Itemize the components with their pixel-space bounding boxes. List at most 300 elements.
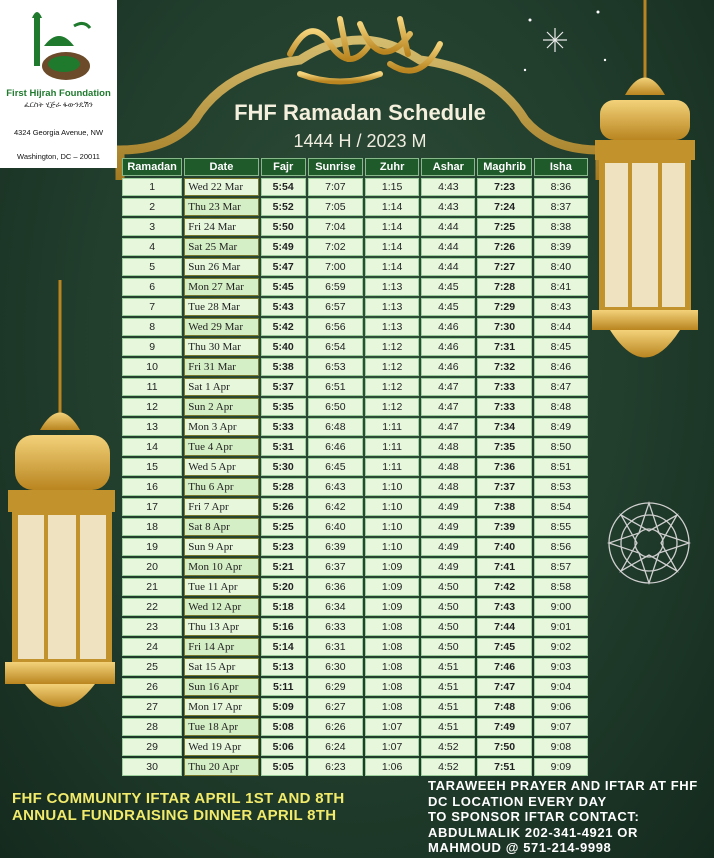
ashar-cell: 4:51 — [421, 658, 475, 676]
ramadan-day-cell: 19 — [122, 538, 182, 556]
maghrib-cell: 7:43 — [477, 598, 531, 616]
sunrise-cell: 6:29 — [308, 678, 363, 696]
ashar-cell: 4:44 — [421, 238, 475, 256]
ramadan-day-cell: 28 — [122, 718, 182, 736]
maghrib-cell: 7:37 — [477, 478, 531, 496]
ramadan-day-cell: 2 — [122, 198, 182, 216]
isha-cell: 8:39 — [534, 238, 588, 256]
ramadan-day-cell: 24 — [122, 638, 182, 656]
date-cell: Fri 31 Mar — [184, 358, 258, 376]
date-cell: Tue 28 Mar — [184, 298, 258, 316]
sponsor-contact-note — [428, 778, 710, 856]
date-cell: Tue 18 Apr — [184, 718, 258, 736]
date-cell: Sat 8 Apr — [184, 518, 258, 536]
table-header-row — [122, 158, 588, 176]
maghrib-cell: 7:24 — [477, 198, 531, 216]
zuhr-cell: 1:11 — [365, 438, 419, 456]
fajr-cell: 5:21 — [261, 558, 306, 576]
table-row — [122, 738, 588, 756]
maghrib-cell: 7:34 — [477, 418, 531, 436]
sunrise-cell: 7:04 — [308, 218, 363, 236]
ramadan-day-cell: 6 — [122, 278, 182, 296]
isha-cell: 8:56 — [534, 538, 588, 556]
isha-cell: 8:46 — [534, 358, 588, 376]
table-row — [122, 238, 588, 256]
fajr-cell: 5:28 — [261, 478, 306, 496]
fajr-cell: 5:08 — [261, 718, 306, 736]
ramadan-day-cell: 7 — [122, 298, 182, 316]
ashar-cell: 4:51 — [421, 678, 475, 696]
header-date: Date — [184, 158, 258, 176]
contact-abdulmalik-line: ABDULMALIK 202-341-4921 OR — [428, 824, 638, 840]
ashar-cell: 4:48 — [421, 438, 475, 456]
fajr-cell: 5:35 — [261, 398, 306, 416]
ramadan-calligraphy-icon — [270, 4, 450, 94]
maghrib-cell: 7:48 — [477, 698, 531, 716]
date-cell: Fri 14 Apr — [184, 638, 258, 656]
ramadan-day-cell: 23 — [122, 618, 182, 636]
ramadan-day-cell: 3 — [122, 218, 182, 236]
date-cell: Sun 26 Mar — [184, 258, 258, 276]
zuhr-cell: 1:10 — [365, 498, 419, 516]
sunrise-cell: 6:31 — [308, 638, 363, 656]
fajr-cell: 5:54 — [261, 178, 306, 196]
ashar-cell: 4:51 — [421, 718, 475, 736]
sunrise-cell: 6:33 — [308, 618, 363, 636]
zuhr-cell: 1:14 — [365, 258, 419, 276]
table-row — [122, 258, 588, 276]
date-cell: Thu 23 Mar — [184, 198, 258, 216]
zuhr-cell: 1:10 — [365, 518, 419, 536]
ramadan-day-cell: 20 — [122, 558, 182, 576]
maghrib-cell: 7:38 — [477, 498, 531, 516]
table-row — [122, 478, 588, 496]
ramadan-day-cell: 9 — [122, 338, 182, 356]
fajr-cell: 5:18 — [261, 598, 306, 616]
maghrib-cell: 7:32 — [477, 358, 531, 376]
sunrise-cell: 6:57 — [308, 298, 363, 316]
ashar-cell: 4:50 — [421, 638, 475, 656]
ramadan-day-cell: 17 — [122, 498, 182, 516]
date-cell: Sun 9 Apr — [184, 538, 258, 556]
isha-cell: 8:53 — [534, 478, 588, 496]
maghrib-cell: 7:29 — [477, 298, 531, 316]
ashar-cell: 4:47 — [421, 378, 475, 396]
maghrib-cell: 7:40 — [477, 538, 531, 556]
page-subtitle: 1444 H / 2023 M — [293, 131, 427, 151]
sunrise-cell: 6:36 — [308, 578, 363, 596]
table-row — [122, 598, 588, 616]
header-sunrise: Sunrise — [308, 158, 363, 176]
foundation-name: First Hijrah Foundation — [6, 88, 111, 99]
fajr-cell: 5:11 — [261, 678, 306, 696]
date-cell: Mon 10 Apr — [184, 558, 258, 576]
header-isha: Isha — [534, 158, 588, 176]
header-maghrib: Maghrib — [477, 158, 531, 176]
fajr-cell: 5:52 — [261, 198, 306, 216]
isha-cell: 9:00 — [534, 598, 588, 616]
date-cell: Thu 30 Mar — [184, 338, 258, 356]
maghrib-cell: 7:50 — [477, 738, 531, 756]
table-row — [122, 178, 588, 196]
mosque-logo-icon — [24, 6, 94, 86]
ashar-cell: 4:47 — [421, 418, 475, 436]
ashar-cell: 4:43 — [421, 198, 475, 216]
zuhr-cell: 1:08 — [365, 638, 419, 656]
date-cell: Thu 13 Apr — [184, 618, 258, 636]
date-cell: Mon 27 Mar — [184, 278, 258, 296]
ramadan-day-cell: 1 — [122, 178, 182, 196]
table-row — [122, 198, 588, 216]
address-line-2: Washington, DC – 20011 — [17, 152, 100, 161]
date-cell: Wed 12 Apr — [184, 598, 258, 616]
table-row — [122, 538, 588, 556]
isha-cell: 8:40 — [534, 258, 588, 276]
foundation-name-amharic: ፈርስት ሂጅራ ፋውንዴሽን — [24, 100, 93, 109]
maghrib-cell: 7:25 — [477, 218, 531, 236]
fajr-cell: 5:49 — [261, 238, 306, 256]
isha-cell: 9:03 — [534, 658, 588, 676]
sponsor-line: TO SPONSOR IFTAR CONTACT: — [428, 809, 640, 824]
community-events-note — [12, 790, 422, 824]
table-row — [122, 278, 588, 296]
ashar-cell: 4:45 — [421, 298, 475, 316]
zuhr-cell: 1:06 — [365, 758, 419, 776]
isha-cell: 8:44 — [534, 318, 588, 336]
zuhr-cell: 1:10 — [365, 478, 419, 496]
isha-cell: 8:37 — [534, 198, 588, 216]
ramadan-day-cell: 8 — [122, 318, 182, 336]
date-cell: Fri 24 Mar — [184, 218, 258, 236]
zuhr-cell: 1:11 — [365, 418, 419, 436]
date-cell: Mon 3 Apr — [184, 418, 258, 436]
isha-cell: 9:04 — [534, 678, 588, 696]
date-cell: Thu 20 Apr — [184, 758, 258, 776]
isha-cell: 8:47 — [534, 378, 588, 396]
date-cell: Sun 2 Apr — [184, 398, 258, 416]
ramadan-day-cell: 4 — [122, 238, 182, 256]
maghrib-cell: 7:44 — [477, 618, 531, 636]
date-cell: Wed 19 Apr — [184, 738, 258, 756]
ramadan-day-cell: 16 — [122, 478, 182, 496]
isha-cell: 8:48 — [534, 398, 588, 416]
ramadan-day-cell: 27 — [122, 698, 182, 716]
table-row — [122, 518, 588, 536]
ashar-cell: 4:50 — [421, 578, 475, 596]
zuhr-cell: 1:14 — [365, 198, 419, 216]
date-cell: Sun 16 Apr — [184, 678, 258, 696]
sunrise-cell: 6:39 — [308, 538, 363, 556]
ashar-cell: 4:49 — [421, 558, 475, 576]
fajr-cell: 5:47 — [261, 258, 306, 276]
ramadan-day-cell: 13 — [122, 418, 182, 436]
fajr-cell: 5:40 — [261, 338, 306, 356]
header-ramadan: Ramadan — [122, 158, 182, 176]
sunrise-cell: 6:59 — [308, 278, 363, 296]
table-row — [122, 658, 588, 676]
header-zuhr: Zuhr — [365, 158, 419, 176]
header-ashar: Ashar — [421, 158, 475, 176]
date-cell: Sat 25 Mar — [184, 238, 258, 256]
ramadan-day-cell: 25 — [122, 658, 182, 676]
table-row — [122, 418, 588, 436]
table-row — [122, 498, 588, 516]
ramadan-day-cell: 10 — [122, 358, 182, 376]
fajr-cell: 5:26 — [261, 498, 306, 516]
table-row — [122, 358, 588, 376]
date-cell: Wed 5 Apr — [184, 458, 258, 476]
table-row — [122, 758, 588, 776]
zuhr-cell: 1:08 — [365, 698, 419, 716]
table-row — [122, 698, 588, 716]
maghrib-cell: 7:35 — [477, 438, 531, 456]
ashar-cell: 4:50 — [421, 618, 475, 636]
isha-cell: 9:06 — [534, 698, 588, 716]
zuhr-cell: 1:13 — [365, 318, 419, 336]
isha-cell: 8:55 — [534, 518, 588, 536]
table-row — [122, 218, 588, 236]
location-line: DC LOCATION EVERY DAY — [428, 793, 607, 809]
ashar-cell: 4:46 — [421, 318, 475, 336]
date-cell: Thu 6 Apr — [184, 478, 258, 496]
ramadan-day-cell: 5 — [122, 258, 182, 276]
fajr-cell: 5:31 — [261, 438, 306, 456]
sunrise-cell: 6:26 — [308, 718, 363, 736]
zuhr-cell: 1:08 — [365, 678, 419, 696]
sunrise-cell: 6:37 — [308, 558, 363, 576]
sunrise-cell: 6:56 — [308, 318, 363, 336]
zuhr-cell: 1:09 — [365, 598, 419, 616]
zuhr-cell: 1:07 — [365, 738, 419, 756]
ashar-cell: 4:49 — [421, 498, 475, 516]
contact-mahmoud-line: MAHMOUD @ 571-214-9998 — [428, 840, 612, 855]
fajr-cell: 5:06 — [261, 738, 306, 756]
zuhr-cell: 1:07 — [365, 718, 419, 736]
taraweeh-line: TARAWEEH PRAYER AND IFTAR AT FHF — [428, 778, 698, 793]
ashar-cell: 4:45 — [421, 278, 475, 296]
date-cell: Tue 4 Apr — [184, 438, 258, 456]
isha-cell: 8:38 — [534, 218, 588, 236]
zuhr-cell: 1:08 — [365, 618, 419, 636]
zuhr-cell: 1:10 — [365, 538, 419, 556]
sunrise-cell: 6:48 — [308, 418, 363, 436]
sunrise-cell: 6:30 — [308, 658, 363, 676]
ashar-cell: 4:47 — [421, 398, 475, 416]
fajr-cell: 5:43 — [261, 298, 306, 316]
address-line-1: 4324 Georgia Avenue, NW — [13, 128, 104, 137]
ramadan-day-cell: 26 — [122, 678, 182, 696]
ashar-cell: 4:46 — [421, 358, 475, 376]
ashar-cell: 4:52 — [421, 758, 475, 776]
isha-cell: 8:43 — [534, 298, 588, 316]
date-cell: Tue 11 Apr — [184, 578, 258, 596]
isha-cell: 8:45 — [534, 338, 588, 356]
isha-cell: 8:41 — [534, 278, 588, 296]
ashar-cell: 4:44 — [421, 258, 475, 276]
mandala-icon — [603, 497, 695, 589]
isha-cell: 9:07 — [534, 718, 588, 736]
ashar-cell: 4:49 — [421, 538, 475, 556]
fajr-cell: 5:16 — [261, 618, 306, 636]
fundraising-line: ANNUAL FUNDRAISING DINNER APRIL 8TH — [12, 807, 337, 824]
zuhr-cell: 1:09 — [365, 578, 419, 596]
iftar-dates-line: FHF COMMUNITY IFTAR APRIL 1ST AND 8TH — [12, 790, 345, 807]
maghrib-cell: 7:26 — [477, 238, 531, 256]
zuhr-cell: 1:14 — [365, 218, 419, 236]
maghrib-cell: 7:30 — [477, 318, 531, 336]
fajr-cell: 5:30 — [261, 458, 306, 476]
table-row — [122, 298, 588, 316]
ashar-cell: 4:44 — [421, 218, 475, 236]
table-row — [122, 678, 588, 696]
sunrise-cell: 6:40 — [308, 518, 363, 536]
sunrise-cell: 6:42 — [308, 498, 363, 516]
fajr-cell: 5:37 — [261, 378, 306, 396]
fajr-cell: 5:23 — [261, 538, 306, 556]
fajr-cell: 5:50 — [261, 218, 306, 236]
sunrise-cell: 6:50 — [308, 398, 363, 416]
maghrib-cell: 7:47 — [477, 678, 531, 696]
maghrib-cell: 7:31 — [477, 338, 531, 356]
schedule-body — [122, 178, 588, 776]
ramadan-day-cell: 11 — [122, 378, 182, 396]
maghrib-cell: 7:49 — [477, 718, 531, 736]
zuhr-cell: 1:14 — [365, 238, 419, 256]
ashar-cell: 4:48 — [421, 458, 475, 476]
zuhr-cell: 1:12 — [365, 398, 419, 416]
ashar-cell: 4:51 — [421, 698, 475, 716]
maghrib-cell: 7:28 — [477, 278, 531, 296]
table-row — [122, 398, 588, 416]
date-cell: Wed 29 Mar — [184, 318, 258, 336]
zuhr-cell: 1:12 — [365, 378, 419, 396]
date-cell: Fri 7 Apr — [184, 498, 258, 516]
lantern-icon — [0, 280, 115, 730]
ramadan-day-cell: 12 — [122, 398, 182, 416]
sunrise-cell: 7:05 — [308, 198, 363, 216]
maghrib-cell: 7:36 — [477, 458, 531, 476]
ramadan-day-cell: 14 — [122, 438, 182, 456]
sunrise-cell: 6:53 — [308, 358, 363, 376]
table-row — [122, 458, 588, 476]
fajr-cell: 5:25 — [261, 518, 306, 536]
ashar-cell: 4:46 — [421, 338, 475, 356]
ramadan-day-cell: 15 — [122, 458, 182, 476]
ashar-cell: 4:49 — [421, 518, 475, 536]
isha-cell: 9:02 — [534, 638, 588, 656]
ramadan-day-cell: 21 — [122, 578, 182, 596]
ashar-cell: 4:48 — [421, 478, 475, 496]
maghrib-cell: 7:33 — [477, 398, 531, 416]
ramadan-day-cell: 29 — [122, 738, 182, 756]
isha-cell: 8:57 — [534, 558, 588, 576]
maghrib-cell: 7:33 — [477, 378, 531, 396]
table-row — [122, 438, 588, 456]
maghrib-cell: 7:45 — [477, 638, 531, 656]
fajr-cell: 5:38 — [261, 358, 306, 376]
date-cell: Sat 1 Apr — [184, 378, 258, 396]
maghrib-cell: 7:39 — [477, 518, 531, 536]
isha-cell: 8:54 — [534, 498, 588, 516]
zuhr-cell: 1:12 — [365, 358, 419, 376]
table-row — [122, 558, 588, 576]
date-cell: Sat 15 Apr — [184, 658, 258, 676]
sunrise-cell: 6:24 — [308, 738, 363, 756]
fajr-cell: 5:14 — [261, 638, 306, 656]
fajr-cell: 5:33 — [261, 418, 306, 436]
isha-cell: 8:36 — [534, 178, 588, 196]
foundation-logo-block — [0, 0, 117, 168]
date-cell: Mon 17 Apr — [184, 698, 258, 716]
maghrib-cell: 7:51 — [477, 758, 531, 776]
isha-cell: 8:51 — [534, 458, 588, 476]
isha-cell: 8:50 — [534, 438, 588, 456]
fajr-cell: 5:09 — [261, 698, 306, 716]
table-row — [122, 338, 588, 356]
ramadan-day-cell: 30 — [122, 758, 182, 776]
zuhr-cell: 1:13 — [365, 298, 419, 316]
sunrise-cell: 6:43 — [308, 478, 363, 496]
fajr-cell: 5:13 — [261, 658, 306, 676]
zuhr-cell: 1:11 — [365, 458, 419, 476]
sunrise-cell: 7:00 — [308, 258, 363, 276]
fajr-cell: 5:45 — [261, 278, 306, 296]
maghrib-cell: 7:27 — [477, 258, 531, 276]
table-row — [122, 578, 588, 596]
ashar-cell: 4:52 — [421, 738, 475, 756]
zuhr-cell: 1:08 — [365, 658, 419, 676]
table-row — [122, 378, 588, 396]
ashar-cell: 4:43 — [421, 178, 475, 196]
sunrise-cell: 6:51 — [308, 378, 363, 396]
lantern-icon — [580, 0, 710, 400]
sunrise-cell: 6:34 — [308, 598, 363, 616]
date-cell: Wed 22 Mar — [184, 178, 258, 196]
isha-cell: 9:09 — [534, 758, 588, 776]
header-fajr: Fajr — [261, 158, 306, 176]
table-row — [122, 318, 588, 336]
isha-cell: 8:58 — [534, 578, 588, 596]
zuhr-cell: 1:15 — [365, 178, 419, 196]
ramadan-day-cell: 22 — [122, 598, 182, 616]
isha-cell: 8:49 — [534, 418, 588, 436]
isha-cell: 9:08 — [534, 738, 588, 756]
schedule-table — [120, 156, 590, 778]
fajr-cell: 5:42 — [261, 318, 306, 336]
sunrise-cell: 6:23 — [308, 758, 363, 776]
sunrise-cell: 7:07 — [308, 178, 363, 196]
fajr-cell: 5:20 — [261, 578, 306, 596]
ramadan-day-cell: 18 — [122, 518, 182, 536]
zuhr-cell: 1:12 — [365, 338, 419, 356]
maghrib-cell: 7:46 — [477, 658, 531, 676]
table-row — [122, 618, 588, 636]
table-row — [122, 718, 588, 736]
sunrise-cell: 6:54 — [308, 338, 363, 356]
zuhr-cell: 1:09 — [365, 558, 419, 576]
isha-cell: 9:01 — [534, 618, 588, 636]
sunrise-cell: 6:46 — [308, 438, 363, 456]
ashar-cell: 4:50 — [421, 598, 475, 616]
maghrib-cell: 7:42 — [477, 578, 531, 596]
zuhr-cell: 1:13 — [365, 278, 419, 296]
maghrib-cell: 7:41 — [477, 558, 531, 576]
table-row — [122, 638, 588, 656]
maghrib-cell: 7:23 — [477, 178, 531, 196]
sunrise-cell: 6:27 — [308, 698, 363, 716]
page-title: FHF Ramadan Schedule — [234, 100, 486, 125]
fajr-cell: 5:05 — [261, 758, 306, 776]
